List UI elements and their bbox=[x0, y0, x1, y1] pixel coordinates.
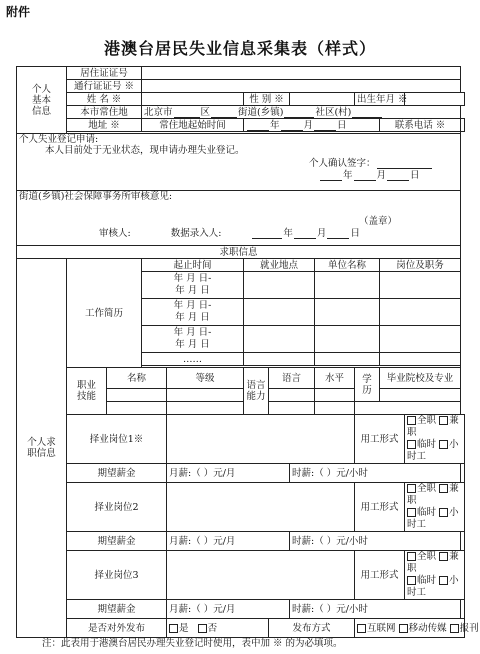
publish-method-label: 发布方式 bbox=[269, 619, 355, 638]
travel-permit-field[interactable] bbox=[142, 80, 461, 93]
birth-label: 出生年月 ※ bbox=[355, 93, 405, 106]
location-1[interactable] bbox=[244, 272, 315, 299]
day-text: 日 bbox=[337, 119, 347, 131]
position-3[interactable] bbox=[380, 326, 461, 353]
district-text: 区 bbox=[200, 106, 211, 118]
period-1[interactable]: 年 月 日- 年 月 日 bbox=[142, 272, 244, 299]
job2-label: 择业岗位2 bbox=[67, 483, 167, 532]
skill-name-1[interactable] bbox=[107, 389, 167, 402]
unemployment-info-table bbox=[16, 66, 479, 638]
salary1-monthly[interactable]: 月薪:（ ）元/月 bbox=[167, 464, 290, 483]
phone-label: 联系电话 ※ bbox=[380, 119, 461, 132]
job2-form-options[interactable]: 全职 兼职 临时 小时工 bbox=[405, 483, 465, 532]
year-text: 年 bbox=[343, 170, 353, 181]
job2-form-label: 用工形式 bbox=[355, 483, 405, 532]
job3-field[interactable] bbox=[167, 551, 355, 600]
application-section bbox=[17, 134, 461, 191]
application-heading: 个人失业登记申请: bbox=[19, 134, 99, 145]
publish-label: 是否对外发布 bbox=[67, 619, 167, 638]
job1-form-label: 用工形式 bbox=[355, 415, 405, 464]
community-text: 社区(村) bbox=[315, 106, 352, 118]
skill-level-1[interactable] bbox=[167, 389, 244, 402]
employer-2[interactable] bbox=[315, 299, 380, 326]
year-text: 年 bbox=[283, 228, 293, 239]
month-text: 月 bbox=[376, 170, 387, 181]
address-line[interactable] bbox=[142, 106, 461, 119]
location-4[interactable] bbox=[244, 353, 315, 366]
attachment-label: 附件 bbox=[6, 5, 31, 19]
job3-form-label: 用工形式 bbox=[355, 551, 405, 600]
salary1-hourly[interactable]: 时薪:（ ）元/小时 bbox=[290, 464, 461, 483]
skill-name-2[interactable] bbox=[107, 402, 167, 415]
position-4[interactable] bbox=[380, 353, 461, 366]
job1-field[interactable] bbox=[167, 415, 355, 464]
location-2[interactable] bbox=[244, 299, 315, 326]
salary2-hourly[interactable]: 时薪:（ ）元/小时 bbox=[290, 532, 461, 551]
location-header: 就业地点 bbox=[244, 259, 315, 272]
year-text: 年 bbox=[270, 119, 280, 131]
salary3-blank bbox=[461, 600, 465, 619]
ellipsis-row: …… bbox=[142, 353, 244, 366]
month-text: 月 bbox=[316, 228, 327, 239]
salary3-monthly[interactable]: 月薪:（ ）元/月 bbox=[167, 600, 290, 619]
jobseek-heading: 求职信息 bbox=[17, 246, 461, 259]
school-major-field[interactable] bbox=[380, 389, 461, 402]
reviewer-label: 审核人: bbox=[99, 228, 131, 239]
position-2[interactable] bbox=[380, 299, 461, 326]
review-section bbox=[17, 191, 461, 246]
residence-permit-label: 居住证证号 bbox=[67, 67, 142, 80]
job2-field[interactable] bbox=[167, 483, 355, 532]
language-ability-label: 语言 能力 bbox=[244, 368, 269, 415]
city-text: 北京市 bbox=[144, 106, 173, 118]
job1-label: 择业岗位1※ bbox=[67, 415, 167, 464]
name-field[interactable] bbox=[142, 93, 244, 106]
language-1[interactable] bbox=[269, 389, 315, 402]
personal-section-label: 个人 基本 信息 bbox=[17, 67, 67, 134]
month-text: 月 bbox=[303, 119, 314, 131]
skills-label: 职业 技能 bbox=[67, 368, 107, 415]
job3-label: 择业岗位3 bbox=[67, 551, 167, 600]
local-address-label: 本市常住地 bbox=[67, 106, 142, 119]
birth-field[interactable] bbox=[405, 93, 465, 106]
salary1-label: 期望薪金 bbox=[67, 464, 167, 483]
application-text: 本人目前处于无业状态，现申请办理失业登记。 bbox=[45, 145, 245, 156]
review-heading: 街道(乡镇)社会保障事务所审核意见: bbox=[19, 191, 173, 202]
page-title: 港澳台居民失业信息采集表（样式） bbox=[103, 39, 376, 58]
language-header: 语言 bbox=[269, 368, 315, 389]
phone-field[interactable] bbox=[461, 119, 465, 132]
school-major-header: 毕业院校及专业 bbox=[380, 368, 461, 389]
salary2-blank bbox=[461, 532, 465, 551]
gender-field[interactable] bbox=[290, 93, 355, 106]
entry-label: 数据录入人: bbox=[170, 228, 222, 239]
salary3-label: 期望薪金 bbox=[67, 600, 167, 619]
position-1[interactable] bbox=[380, 272, 461, 299]
salary3-hourly[interactable]: 时薪:（ ）元/小时 bbox=[290, 600, 461, 619]
salary2-label: 期望薪金 bbox=[67, 532, 167, 551]
location-3[interactable] bbox=[244, 326, 315, 353]
employer-4[interactable] bbox=[315, 353, 380, 366]
skill-name-header: 名称 bbox=[107, 368, 167, 389]
employer-3[interactable] bbox=[315, 326, 380, 353]
signature-label: 个人确认签字： bbox=[309, 158, 376, 169]
start-end-header: 起止时间 bbox=[142, 259, 244, 272]
salary1-blank bbox=[461, 464, 465, 483]
period-2[interactable]: 年 月 日- 年 月 日 bbox=[142, 299, 244, 326]
street-text: 街道(乡镇) bbox=[238, 106, 284, 118]
language-level-1[interactable] bbox=[315, 389, 355, 402]
start-time-label: 常住地起始时间 bbox=[142, 119, 244, 132]
skill-level-header: 等级 bbox=[167, 368, 244, 389]
day-text: 日 bbox=[410, 170, 420, 181]
residence-permit-field[interactable] bbox=[142, 67, 461, 80]
seal-text: （盖章） bbox=[359, 216, 398, 227]
travel-permit-label: 通行证证号 ※ bbox=[67, 80, 142, 93]
address-label: 地址 ※ bbox=[67, 119, 142, 132]
language-2[interactable] bbox=[269, 402, 315, 415]
publish-method-options[interactable]: 互联网 移动传媒 报刊 bbox=[355, 619, 465, 638]
employer-header: 单位名称 bbox=[315, 259, 380, 272]
salary2-monthly[interactable]: 月薪:（ ）元/月 bbox=[167, 532, 290, 551]
education-label: 学 历 bbox=[355, 368, 380, 402]
skill-level-2[interactable] bbox=[167, 402, 244, 415]
start-time-field[interactable] bbox=[244, 119, 380, 132]
employer-1[interactable] bbox=[315, 272, 380, 299]
jobseek-section-label: 个人求 职信息 bbox=[17, 259, 67, 638]
name-label: 姓 名 ※ bbox=[67, 93, 142, 106]
language-level-2[interactable] bbox=[315, 402, 355, 415]
job3-form-options[interactable]: 全职 兼职 临时 小时工 bbox=[405, 551, 465, 600]
period-3[interactable]: 年 月 日- 年 月 日 bbox=[142, 326, 244, 353]
day-text: 日 bbox=[350, 228, 360, 239]
education-field[interactable] bbox=[355, 402, 461, 415]
job1-form-options[interactable]: 全职 兼职 临时 小时工 bbox=[405, 415, 465, 464]
position-header: 岗位及职务 bbox=[380, 259, 461, 272]
publish-options[interactable]: 是 否 bbox=[167, 619, 269, 638]
level-header: 水平 bbox=[315, 368, 355, 389]
footer-note: 注：此表用于港澳台居民办理失业登记时使用，表中加 ※ 的为必填项。 bbox=[42, 638, 343, 649]
gender-label: 性 别 ※ bbox=[244, 93, 290, 106]
work-history-label: 工作简历 bbox=[67, 259, 142, 368]
